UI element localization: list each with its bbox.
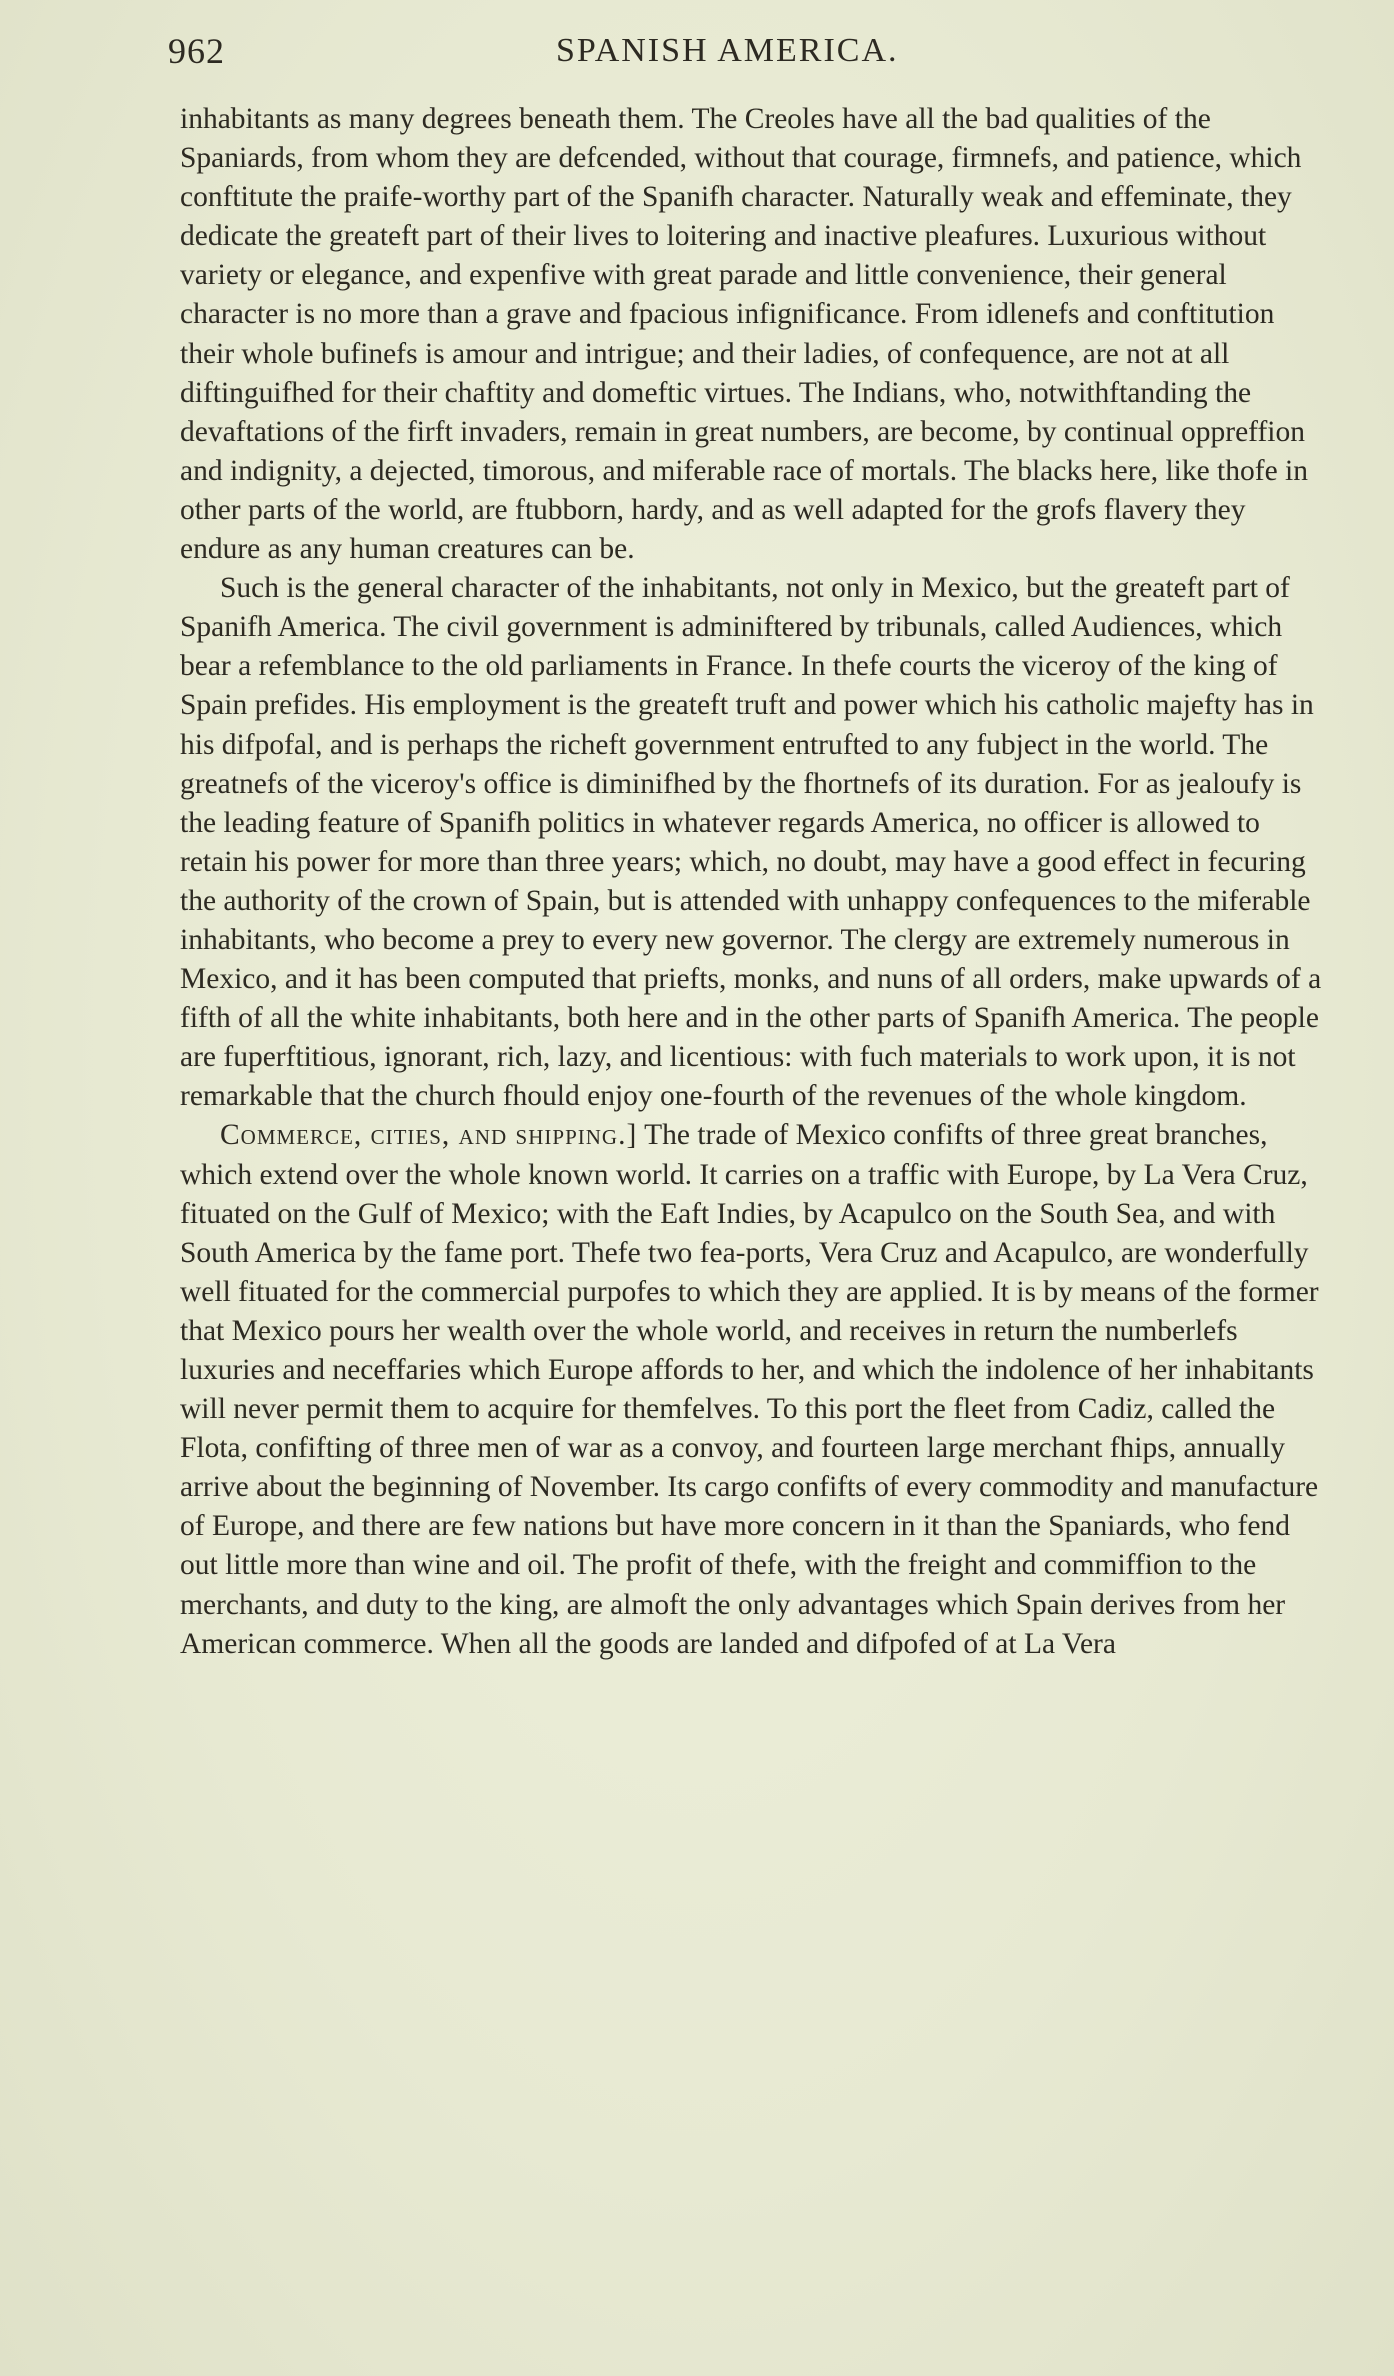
paragraph-government: Such is the general character of the inhabitants, not only in Mexico, but the greateft part of Spanifh America. The civil government is adminiftered by tribunals, called Audiences, which bear a refemblance to the old parliaments in France. In thefe courts the viceroy of the king of Spain prefides. His employment is the greateft truft and power which his catholic majefty has in his difpofal, and is perhaps the richeft government entrufted to any fubject in the world. The greatnefs of the viceroy's office is diminifhed by the fhortnefs of its duration. For as jealoufy is the leading feature of Spanifh politics in whatever regards America, no officer is allowed to retain his power for more than three years; which, no doubt, may have a good effect in fecuring the authority of the crown of Spain, but is attended with unhappy confequences to the miferable inhabitants, who become a prey to every new governor. The clergy are extremely numerous in Mexico, and it has been computed that priefts, monks, and nuns of all orders, make upwards of a fifth of all the white inhabitants, both here and in the other parts of Spanifh America. The people are fuperftitious, ignorant, rich, lazy, and licentious: with fuch materials to work upon, it is not remarkable that the church fhould enjoy one-fourth of the revenues of the whole kingdom.	[180, 572, 1322, 1113]
page-number: 962	[168, 31, 225, 71]
paragraph-commerce-text: The trade of Mexico confifts of three great branches, which extend over the whole known world. It carries on a traffic with Europe, by La Vera Cruz, fituated on the Gulf of Mexico; with the Eaft Indies, by Acapulco on the South Sea, and with South America by the fame port. Thefe two fea-ports, Vera Cruz and Acapulco, are wonderfully well fituated for the commercial purpofes to which they are applied. It is by means of the former that Mexico pours her wealth over the whole world, and receives in return the numberlefs luxuries and neceffaries which Europe affords to her, and which the indolence of her inhabitants will never permit them to acquire for themfelves. To this port the fleet from Cadiz, called the Flota, confifting of three men of war as a convoy, and fourteen large merchant fhips, annually arrive about the beginning of November. Its cargo confifts of every commodity and manufacture of Europe, and there are few nations but have more concern in it than the Spaniards, who fend out little more than wine and oil. The profit of thefe, with the freight and commiffion to the merchants, and duty to the king, are almoft the only advantages which Spain derives from her American commerce. When all the goods are landed and difpofed of at La Vera	[180, 1119, 1319, 1660]
body-text	[180, 100, 1330, 2330]
section-heading-commerce: Commerce, cities, and shipping.]	[220, 1119, 638, 1152]
paragraph-inhabitants: inhabitants as many degrees beneath them. The Creoles have all the bad qualities of the Spaniards, from whom they are defcended, without that courage, firmnefs, and patience, which conftitute the praife-worthy part of the Spanifh character. Naturally weak and effeminate, they dedicate the greateft part of their lives to loitering and inactive pleafures. Luxurious without variety or elegance, and expenfive with great parade and little convenience, their general character is no more than a grave and fpacious infignificance. From idlenefs and conftitution their whole bufinefs is amour and intrigue; and their ladies, of confequence, are not at all diftinguifhed for their chaftity and domeftic virtues. The Indians, who, notwithftanding the devaftations of the firft invaders, remain in great numbers, are become, by continual oppreffion and indignity, a dejected, timorous, and miferable race of mortals. The blacks here, like thofe in other parts of the world, are ftubborn, hardy, and as well adapted for the grofs flavery they endure as any human creatures can be.	[180, 103, 1308, 566]
running-title: SPANISH AMERICA.	[556, 32, 899, 69]
paragraph-commerce	[180, 1116, 1330, 1663]
